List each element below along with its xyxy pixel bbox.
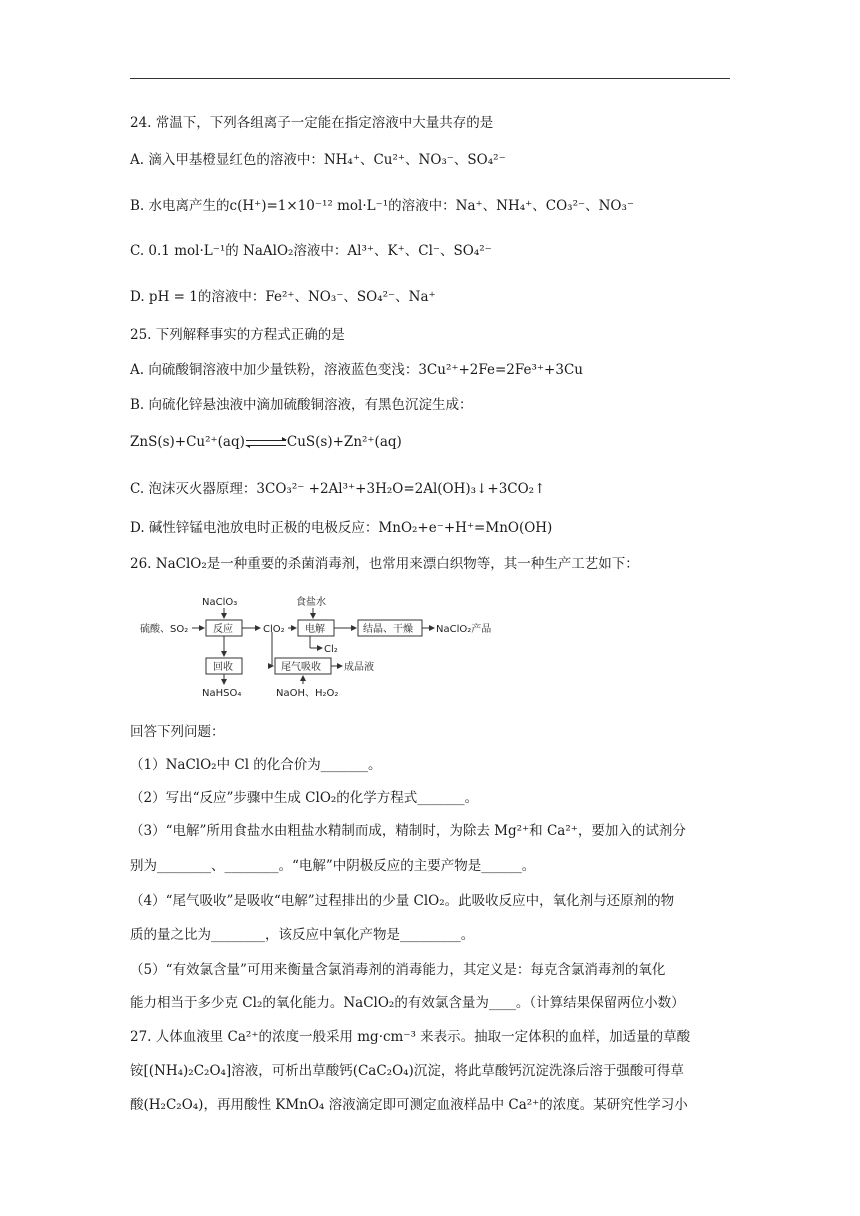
q25-option-d: D. 碱性锌锰电池放电时正极的电极反应：MnO₂+e⁻+H⁺=MnO(OH) (130, 520, 553, 536)
q26-part-4a: （4）“尾气吸收”是吸收“电解”过程排出的少量 ClO₂。此吸收反应中，氧化剂与还原剂的物 (130, 893, 675, 909)
q26-part-4b: 质的量之比为________，该反应中氧化产物是_________。 (130, 927, 475, 943)
q26-part-2: （2）写出“反应”步骤中生成 ClO₂的化学方程式_______。 (130, 790, 479, 806)
equation-left: ZnS(s)+Cu²⁺(aq) (130, 434, 245, 450)
q26-part-5b: 能力相当于多少克 Cl₂的氧化能力。NaClO₂的有效氯含量为____。（计算结果保留两位小数） (130, 995, 685, 1011)
q24-option-d: D. pH = 1的溶液中：Fe²⁺、NO₃⁻、SO₄²⁻、Na⁺ (130, 289, 436, 305)
nahso4-label: NaHSO₄ (202, 688, 242, 699)
salt-water-label: 食盐水 (296, 597, 326, 608)
equation-right: CuS(s)+Zn²⁺(aq) (286, 434, 402, 450)
q27-line-3: 酸(H₂C₂O₄)，再用酸性 KMnO₄ 溶液滴定即可测定血液样品中 Ca²⁺的浓度。某研究性学习小 (130, 1097, 688, 1113)
recover-label: 回收 (213, 662, 233, 673)
q27-line-1: 27. 人体血液里 Ca²⁺的浓度一般采用 mg·cm⁻³ 来表示。抽取一定体积的血样，加适量的草酸 (130, 1029, 691, 1045)
q27-line-2: 铵[(NH₄)₂C₂O₄]溶液，可析出草酸钙(CaC₂O₄)沉淀，将此草酸钙沉淀洗涤后溶于强酸可得草 (130, 1063, 684, 1079)
naclo3-label: NaClO₃ (202, 597, 238, 608)
naoh-label: NaOH、H₂O₂ (276, 688, 339, 699)
inputs-label: 硫酸、SO₂ (140, 624, 189, 635)
finished-liquid-label: 成品液 (344, 662, 374, 673)
q26-part-3a: （3）“电解”所用食盐水由粗盐水精制而成，精制时，为除去 Mg²⁺和 Ca²⁺，要加入的试剂分 (130, 823, 686, 839)
q24-option-a: A. 滴入甲基橙显红色的溶液中：NH₄⁺、Cu²⁺、NO₃⁻、SO₄²⁻ (130, 152, 506, 168)
q25-option-b: B. 向硫化锌悬浊液中滴加硫酸铜溶液，有黑色沉淀生成： (130, 397, 473, 413)
q26-part-1: （1）NaClO₂中 Cl 的化合价为_______。 (130, 757, 382, 773)
tail-absorb-label: 尾气吸收 (281, 662, 321, 673)
q26-part-5a: （5）“有效氯含量”可用来衡量含氯消毒剂的消毒能力，其定义是：每克含氯消毒剂的氧化 (130, 962, 666, 978)
q24-option-b: B. 水电离产生的c(H⁺)=1×10⁻¹² mol·L⁻¹的溶液中：Na⁺、NH₄⁺、CO₃²⁻、NO₃⁻ (130, 198, 635, 214)
q25-option-c: C. 泡沫灭火器原理：3CO₃²⁻ +2Al³⁺+3H₂O=2Al(OH)₃↓+3CO₂↑ (130, 481, 546, 497)
equilibrium-arrow-icon (246, 437, 286, 449)
q25-option-b-equation (130, 433, 402, 451)
reaction-label: 反应 (213, 624, 233, 635)
process-flow-diagram (130, 586, 510, 702)
cl2-label: Cl₂ (324, 644, 338, 655)
process-flow-svg (130, 586, 510, 702)
crystallize-label: 结晶、干燥 (363, 624, 413, 635)
electrolysis-label: 电解 (305, 624, 325, 635)
product-label: NaClO₂产品 (436, 624, 492, 635)
header-rule (130, 78, 730, 79)
q25-option-a: A. 向硫酸铜溶液中加少量铁粉，溶液蓝色变浅：3Cu²⁺+2Fe=2Fe³⁺+3Cu (130, 362, 583, 378)
q26-answer-intro: 回答下列问题： (130, 724, 225, 740)
q24-option-c: C. 0.1 mol·L⁻¹的 NaAlO₂溶液中：Al³⁺、K⁺、Cl⁻、SO₄²⁻ (130, 243, 492, 259)
q25-stem: 25. 下列解释事实的方程式正确的是 (130, 327, 345, 343)
q26-stem: 26. NaClO₂是一种重要的杀菌消毒剂，也常用来漂白织物等，其一种生产工艺如下： (130, 556, 639, 572)
q26-part-3b: 别为________、________。“电解”中阴极反应的主要产物是______。 (130, 858, 536, 874)
clo2-label: ClO₂ (263, 624, 285, 635)
q24-stem: 24. 常温下，下列各组离子一定能在指定溶液中大量共存的是 (130, 115, 494, 131)
